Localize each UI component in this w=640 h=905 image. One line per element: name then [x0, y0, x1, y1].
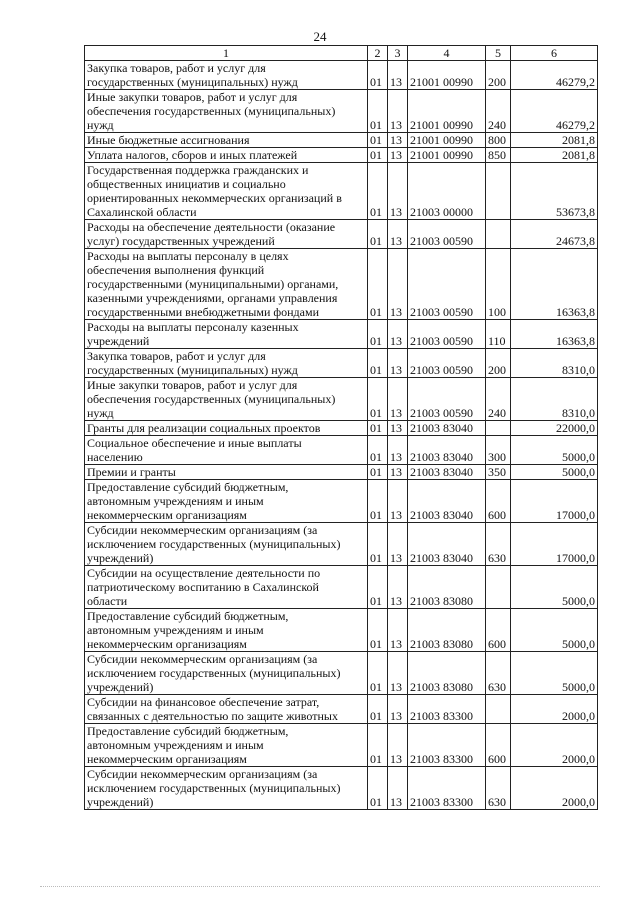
row-expense-type: 630	[486, 652, 511, 695]
table-row	[85, 695, 598, 724]
row-target-code: 21003 83080	[408, 609, 486, 652]
row-subsection: 13	[388, 249, 408, 320]
row-section: 01	[368, 724, 388, 767]
row-expense-type	[486, 695, 511, 724]
table-body	[85, 61, 598, 810]
row-expense-type: 200	[486, 61, 511, 90]
row-section: 01	[368, 378, 388, 421]
row-subsection: 13	[388, 652, 408, 695]
row-name: Предоставление субсидий бюджетным, автономным учреждениям и иным некоммерческим организациям	[85, 724, 368, 767]
row-amount: 2000,0	[511, 695, 598, 724]
table-row	[85, 523, 598, 566]
row-subsection: 13	[388, 566, 408, 609]
table-row	[85, 249, 598, 320]
row-expense-type: 630	[486, 767, 511, 810]
row-expense-type: 630	[486, 523, 511, 566]
table-row	[85, 767, 598, 810]
row-target-code: 21003 00590	[408, 320, 486, 349]
row-target-code: 21003 83300	[408, 767, 486, 810]
row-name: Расходы на выплаты персоналу в целях обеспечения выполнения функций государственными (муниципальными) органами, казенными учреждениями, органами управления государственными внебюджетными фондами	[85, 249, 368, 320]
table-row	[85, 163, 598, 220]
row-subsection: 13	[388, 421, 408, 436]
row-subsection: 13	[388, 724, 408, 767]
row-target-code: 21003 83040	[408, 436, 486, 465]
row-section: 01	[368, 220, 388, 249]
row-section: 01	[368, 436, 388, 465]
row-amount: 5000,0	[511, 609, 598, 652]
row-name: Иные закупки товаров, работ и услуг для обеспечения государственных (муниципальных) нужд	[85, 90, 368, 133]
row-amount: 5000,0	[511, 652, 598, 695]
row-amount: 8310,0	[511, 378, 598, 421]
table-row	[85, 480, 598, 523]
row-target-code: 21003 00590	[408, 249, 486, 320]
header-col-3: 3	[388, 46, 408, 61]
row-expense-type	[486, 566, 511, 609]
row-target-code: 21003 00590	[408, 378, 486, 421]
row-name: Государственная поддержка гражданских и общественных инициатив и социально ориентированных некоммерческих организаций в Сахалинской области	[85, 163, 368, 220]
table-row	[85, 421, 598, 436]
row-section: 01	[368, 421, 388, 436]
row-amount: 2000,0	[511, 724, 598, 767]
row-amount: 46279,2	[511, 61, 598, 90]
row-expense-type	[486, 421, 511, 436]
row-name: Расходы на выплаты персоналу казенных учреждений	[85, 320, 368, 349]
row-name: Социальное обеспечение и иные выплаты населению	[85, 436, 368, 465]
row-section: 01	[368, 148, 388, 163]
row-expense-type: 240	[486, 378, 511, 421]
row-expense-type: 100	[486, 249, 511, 320]
row-expense-type: 200	[486, 349, 511, 378]
row-name: Закупка товаров, работ и услуг для государственных (муниципальных) нужд	[85, 349, 368, 378]
row-subsection: 13	[388, 61, 408, 90]
row-amount: 2081,8	[511, 148, 598, 163]
row-name: Иные закупки товаров, работ и услуг для обеспечения государственных (муниципальных) нужд	[85, 378, 368, 421]
row-section: 01	[368, 465, 388, 480]
row-section: 01	[368, 609, 388, 652]
row-amount: 5000,0	[511, 436, 598, 465]
table-row	[85, 724, 598, 767]
row-amount: 24673,8	[511, 220, 598, 249]
row-target-code: 21003 83040	[408, 465, 486, 480]
row-section: 01	[368, 480, 388, 523]
row-name: Субсидии некоммерческим организациям (за исключением государственных (муниципальных) учреждений)	[85, 767, 368, 810]
row-expense-type: 600	[486, 609, 511, 652]
row-section: 01	[368, 163, 388, 220]
table-row	[85, 133, 598, 148]
header-col-5: 5	[486, 46, 511, 61]
row-section: 01	[368, 90, 388, 133]
row-section: 01	[368, 523, 388, 566]
row-section: 01	[368, 695, 388, 724]
row-name: Субсидии некоммерческим организациям (за исключением государственных (муниципальных) учреждений)	[85, 652, 368, 695]
row-name: Субсидии на осуществление деятельности по патриотическому воспитанию в Сахалинской области	[85, 566, 368, 609]
table-row	[85, 320, 598, 349]
header-col-4: 4	[408, 46, 486, 61]
row-name: Закупка товаров, работ и услуг для государственных (муниципальных) нужд	[85, 61, 368, 90]
row-target-code: 21001 00990	[408, 90, 486, 133]
row-amount: 22000,0	[511, 421, 598, 436]
row-amount: 16363,8	[511, 249, 598, 320]
row-expense-type: 350	[486, 465, 511, 480]
table-row	[85, 148, 598, 163]
row-amount: 46279,2	[511, 90, 598, 133]
row-expense-type	[486, 163, 511, 220]
row-subsection: 13	[388, 163, 408, 220]
row-expense-type: 300	[486, 436, 511, 465]
row-subsection: 13	[388, 480, 408, 523]
table-row	[85, 61, 598, 90]
row-section: 01	[368, 566, 388, 609]
row-section: 01	[368, 652, 388, 695]
table-row	[85, 609, 598, 652]
row-subsection: 13	[388, 767, 408, 810]
row-target-code: 21003 83040	[408, 523, 486, 566]
row-target-code: 21003 83300	[408, 724, 486, 767]
row-target-code: 21003 00590	[408, 349, 486, 378]
row-section: 01	[368, 349, 388, 378]
row-subsection: 13	[388, 695, 408, 724]
row-name: Уплата налогов, сборов и иных платежей	[85, 148, 368, 163]
row-subsection: 13	[388, 133, 408, 148]
row-amount: 17000,0	[511, 480, 598, 523]
table-header-row	[85, 46, 598, 61]
row-subsection: 13	[388, 320, 408, 349]
table-row	[85, 378, 598, 421]
row-target-code: 21003 83080	[408, 652, 486, 695]
row-expense-type: 110	[486, 320, 511, 349]
row-amount: 53673,8	[511, 163, 598, 220]
header-col-2: 2	[368, 46, 388, 61]
row-target-code: 21001 00990	[408, 133, 486, 148]
table-row	[85, 652, 598, 695]
header-col-1: 1	[85, 46, 368, 61]
row-expense-type: 600	[486, 480, 511, 523]
row-name: Субсидии некоммерческим организациям (за исключением государственных (муниципальных) учреждений)	[85, 523, 368, 566]
row-target-code: 21001 00990	[408, 61, 486, 90]
row-amount: 8310,0	[511, 349, 598, 378]
scan-edge-line	[40, 886, 600, 889]
row-name: Премии и гранты	[85, 465, 368, 480]
table-row	[85, 465, 598, 480]
row-subsection: 13	[388, 465, 408, 480]
row-section: 01	[368, 249, 388, 320]
row-name: Гранты для реализации социальных проектов	[85, 421, 368, 436]
row-name: Предоставление субсидий бюджетным, автономным учреждениям и иным некоммерческим организациям	[85, 609, 368, 652]
page-number: 24	[313, 29, 327, 44]
row-subsection: 13	[388, 609, 408, 652]
row-subsection: 13	[388, 349, 408, 378]
row-amount: 2081,8	[511, 133, 598, 148]
row-subsection: 13	[388, 523, 408, 566]
row-amount: 5000,0	[511, 465, 598, 480]
row-target-code: 21003 83300	[408, 695, 486, 724]
row-amount: 2000,0	[511, 767, 598, 810]
row-name: Предоставление субсидий бюджетным, автономным учреждениям и иным некоммерческим организациям	[85, 480, 368, 523]
table-row	[85, 90, 598, 133]
row-target-code: 21003 00000	[408, 163, 486, 220]
table-row	[85, 349, 598, 378]
header-col-6: 6	[511, 46, 598, 61]
table-row	[85, 566, 598, 609]
table-row	[85, 436, 598, 465]
row-target-code: 21003 83040	[408, 480, 486, 523]
row-subsection: 13	[388, 148, 408, 163]
budget-table	[84, 45, 598, 810]
row-subsection: 13	[388, 436, 408, 465]
row-expense-type	[486, 220, 511, 249]
row-expense-type: 850	[486, 148, 511, 163]
row-name: Расходы на обеспечение деятельности (оказание услуг) государственных учреждений	[85, 220, 368, 249]
row-amount: 16363,8	[511, 320, 598, 349]
row-target-code: 21003 83080	[408, 566, 486, 609]
row-section: 01	[368, 767, 388, 810]
row-amount: 17000,0	[511, 523, 598, 566]
row-amount: 5000,0	[511, 566, 598, 609]
row-section: 01	[368, 320, 388, 349]
row-name: Иные бюджетные ассигнования	[85, 133, 368, 148]
row-subsection: 13	[388, 378, 408, 421]
row-section: 01	[368, 61, 388, 90]
row-expense-type: 600	[486, 724, 511, 767]
table-row	[85, 220, 598, 249]
row-expense-type: 800	[486, 133, 511, 148]
row-subsection: 13	[388, 220, 408, 249]
row-section: 01	[368, 133, 388, 148]
row-target-code: 21001 00990	[408, 148, 486, 163]
row-subsection: 13	[388, 90, 408, 133]
row-expense-type: 240	[486, 90, 511, 133]
row-target-code: 21003 00590	[408, 220, 486, 249]
row-name: Субсидии на финансовое обеспечение затрат, связанных с деятельностью по защите животных	[85, 695, 368, 724]
row-target-code: 21003 83040	[408, 421, 486, 436]
